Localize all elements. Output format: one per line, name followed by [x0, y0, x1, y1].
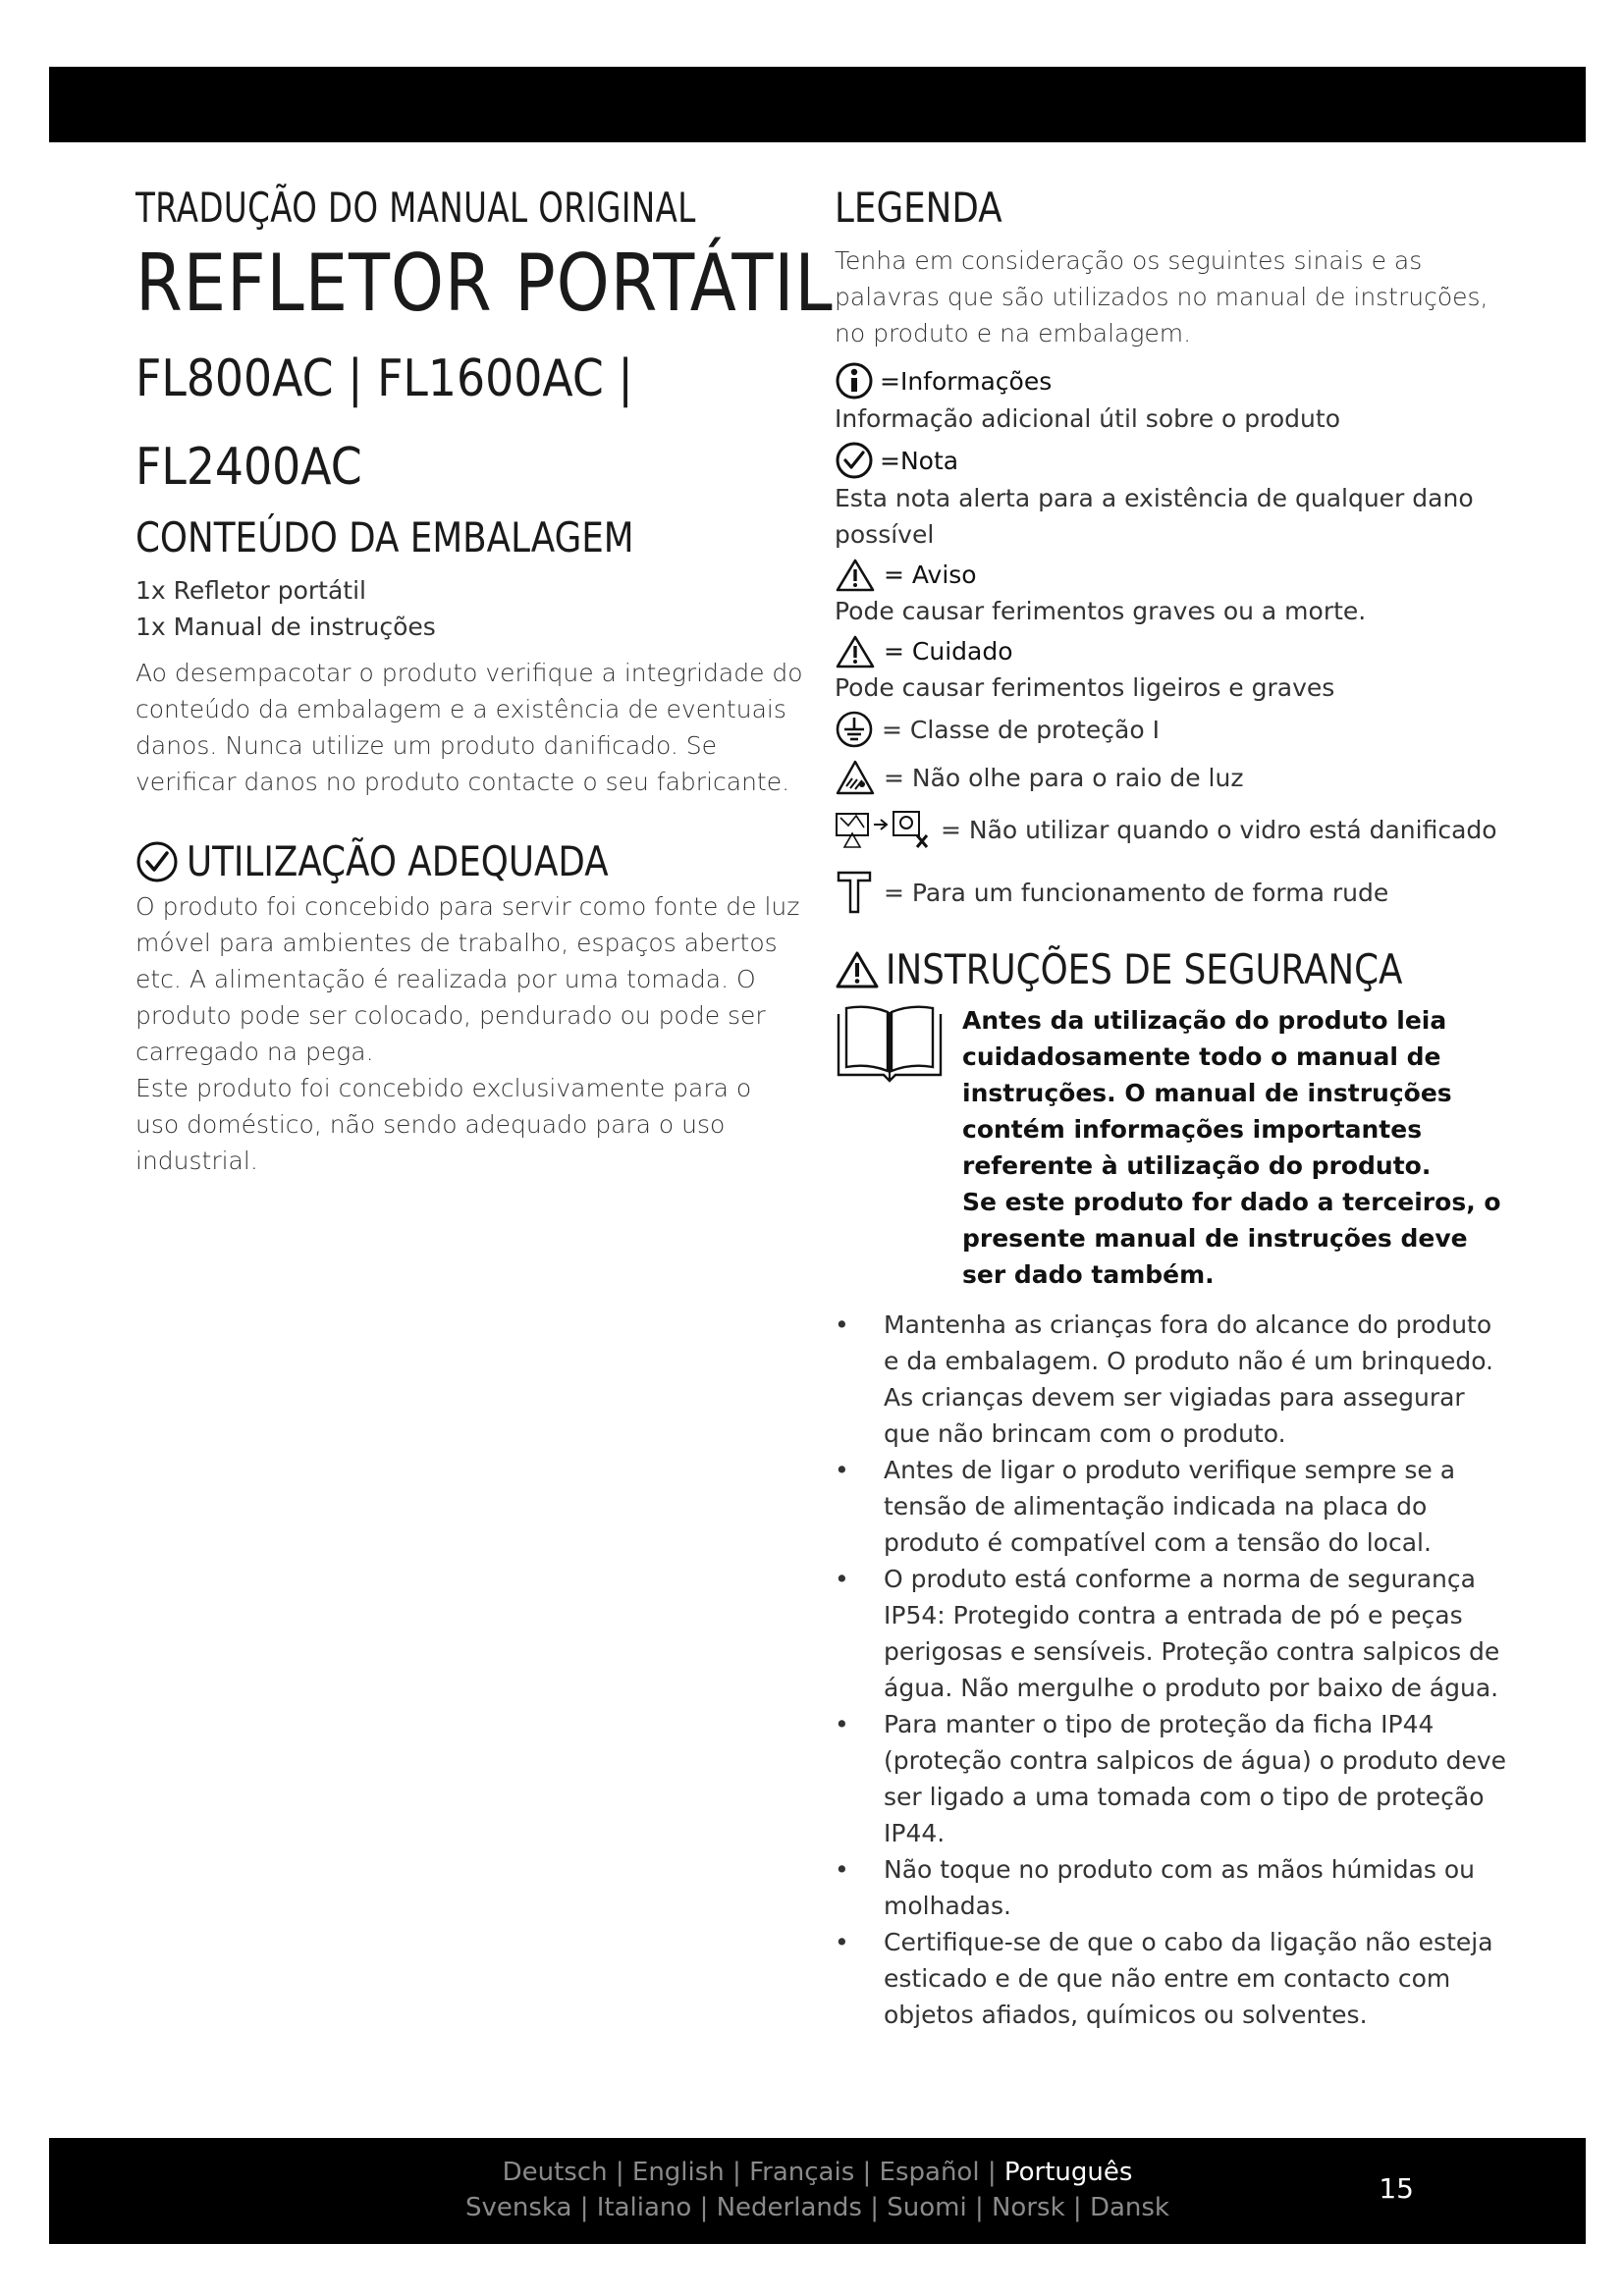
language-link-nederlands[interactable]: Nederlands	[716, 2193, 862, 2222]
package-text: Ao desempacotar o produto verifique a integridade do conteúdo da embalagem e a existência de eventuais danos. Nunca utilize um produto danificado. Se verificar danos no produto contacte o seu fabricante.	[135, 659, 803, 796]
damaged-glass-label: = Não utilizar quando o vidro está danificado	[941, 815, 1497, 844]
safety-bullet-list	[835, 1307, 1512, 2033]
safety-title: INSTRUÇÕES DE SEGURANÇA	[886, 945, 1403, 993]
language-link-deutsch[interactable]: Deutsch	[502, 2158, 608, 2187]
legend-intro: Tenha em consideração os seguintes sinais e as palavras que são utilizados no manual de instruções, no produto e na embalagem.	[835, 246, 1489, 347]
note-label: =Nota	[880, 446, 959, 475]
package-item: 1x Manual de instruções	[135, 613, 436, 641]
rough-service-label: = Para um funcionamento de forma rude	[884, 878, 1389, 907]
language-row-1: Deutsch | English | Français | Español | Português	[502, 2158, 1133, 2187]
package-contents-heading: CONTEÚDO DA EMBALAGEM	[135, 513, 634, 561]
legend-protection-class	[835, 710, 1512, 749]
rough-service-icon	[835, 869, 874, 916]
safety-heading	[835, 943, 1512, 996]
language-link-norsk[interactable]: Norsk	[991, 2193, 1065, 2222]
language-link-suomi[interactable]: Suomi	[887, 2193, 967, 2222]
list-item: • Para manter o tipo de proteção da ficha IP44 (proteção contra salpicos de água) o produto deve ser ligado a uma tomada com o tipo de proteção IP44.	[835, 1710, 1507, 1847]
info-icon	[835, 361, 874, 400]
language-link-espanol[interactable]: Español	[879, 2158, 980, 2187]
header-bar	[49, 67, 1586, 142]
warning-triangle-icon	[835, 950, 880, 989]
note-description: Esta nota alerta para a existência de qualquer dano possível	[835, 484, 1474, 549]
language-link-english[interactable]: English	[631, 2158, 725, 2187]
legend-note	[835, 441, 1512, 480]
language-link-portugues[interactable]: Português	[1003, 2158, 1133, 2187]
no-look-label: = Não olhe para o raio de luz	[884, 763, 1244, 792]
model-numbers-line2: FL2400AC	[135, 438, 362, 497]
info-label: =Informações	[880, 366, 1053, 396]
info-description: Informação adicional útil sobre o produto	[835, 404, 1340, 433]
manual-notice-text-2: Se este produto for dado a terceiros, o presente manual de instruções deve ser dado também.	[962, 1188, 1501, 1289]
list-item: • Antes de ligar o produto verifique sempre se a tensão de alimentação indicada na placa do produto é compatível com a tensão do local.	[835, 1456, 1456, 1557]
intended-use-title: UTILIZAÇÃO ADEQUADA	[187, 837, 609, 885]
model-numbers-line1: FL800AC | FL1600AC |	[135, 349, 633, 408]
caution-label: = Cuidado	[884, 637, 1013, 666]
manual-notice	[835, 1002, 1512, 1293]
warning-description: Pode causar ferimentos graves ou a morte.	[835, 597, 1367, 625]
language-link-svenska[interactable]: Svenska	[465, 2193, 572, 2222]
damaged-glass-icon	[835, 808, 933, 851]
footer-bar	[49, 2138, 1586, 2244]
legend-caution	[835, 633, 1512, 669]
product-title: REFLETOR PORTÁTIL	[135, 238, 834, 329]
legend-warning	[835, 557, 1512, 593]
legend-rough-service	[835, 869, 1512, 916]
language-link-dansk[interactable]: Dansk	[1089, 2193, 1169, 2222]
legend-damaged-glass	[835, 808, 1512, 851]
intended-use-heading	[135, 835, 803, 888]
language-link-francais[interactable]: Français	[749, 2158, 855, 2187]
package-item: 1x Refletor portátil	[135, 576, 366, 605]
check-circle-icon	[135, 840, 179, 883]
intended-use-text-2: Este produto foi concebido exclusivamente para o uso doméstico, não sendo adequado para o uso industrial.	[135, 1074, 752, 1175]
list-item: • Certifique-se de que o cabo da ligação não esteja esticado e de que não entre em contacto com objetos afiados, químicos ou solventes.	[835, 1928, 1493, 2029]
language-row-2: Svenska | Italiano | Nederlands | Suomi | Norsk | Dansk	[465, 2193, 1169, 2222]
warning-triangle-icon	[835, 558, 876, 593]
list-item: • O produto está conforme a norma de segurança IP54: Protegido contra a entrada de pó e peças perigosas e sensíveis. Proteção contra salpicos de água. Não mergulhe o produto por baixo de água.	[835, 1565, 1500, 1702]
language-link-italiano[interactable]: Italiano	[596, 2193, 692, 2222]
right-column	[835, 182, 1512, 2033]
page-number: 15	[1379, 2172, 1414, 2205]
manual-notice-text-1: Antes da utilização do produto leia cuidadosamente todo o manual de instruções. O manual de instruções contém informações importantes referente à utilização do produto.	[962, 1006, 1452, 1180]
no-look-light-icon	[835, 759, 876, 796]
warning-label: = Aviso	[884, 561, 977, 589]
list-item: • Mantenha as crianças fora do alcance do produto e da embalagem. O produto não é um brinquedo. As crianças devem ser vigiadas para assegurar que não brincam com o produto.	[835, 1310, 1494, 1448]
legend-heading: LEGENDA	[835, 184, 1002, 232]
legend-info	[835, 361, 1512, 400]
caution-triangle-icon	[835, 634, 876, 669]
check-circle-icon	[835, 441, 874, 480]
left-column	[135, 182, 834, 1179]
ground-protection-icon	[835, 710, 874, 749]
package-contents-list	[135, 572, 803, 645]
intended-use-text-1: O produto foi concebido para servir como fonte de luz móvel para ambientes de trabalho, espaços abertos etc. A alimentação é realizada por uma tomada. O produto pode ser colocado, pendurado ou pode ser carregado na pega.	[135, 892, 800, 1066]
caution-description: Pode causar ferimentos ligeiros e graves	[835, 673, 1335, 702]
list-item: • Não toque no produto com as mãos húmidas ou molhadas.	[835, 1855, 1476, 1920]
legend-no-look	[835, 759, 1512, 796]
read-manual-icon	[835, 1002, 945, 1293]
protection-class-label: = Classe de proteção I	[882, 715, 1160, 744]
manual-subtitle: TRADUÇÃO DO MANUAL ORIGINAL	[135, 184, 696, 232]
